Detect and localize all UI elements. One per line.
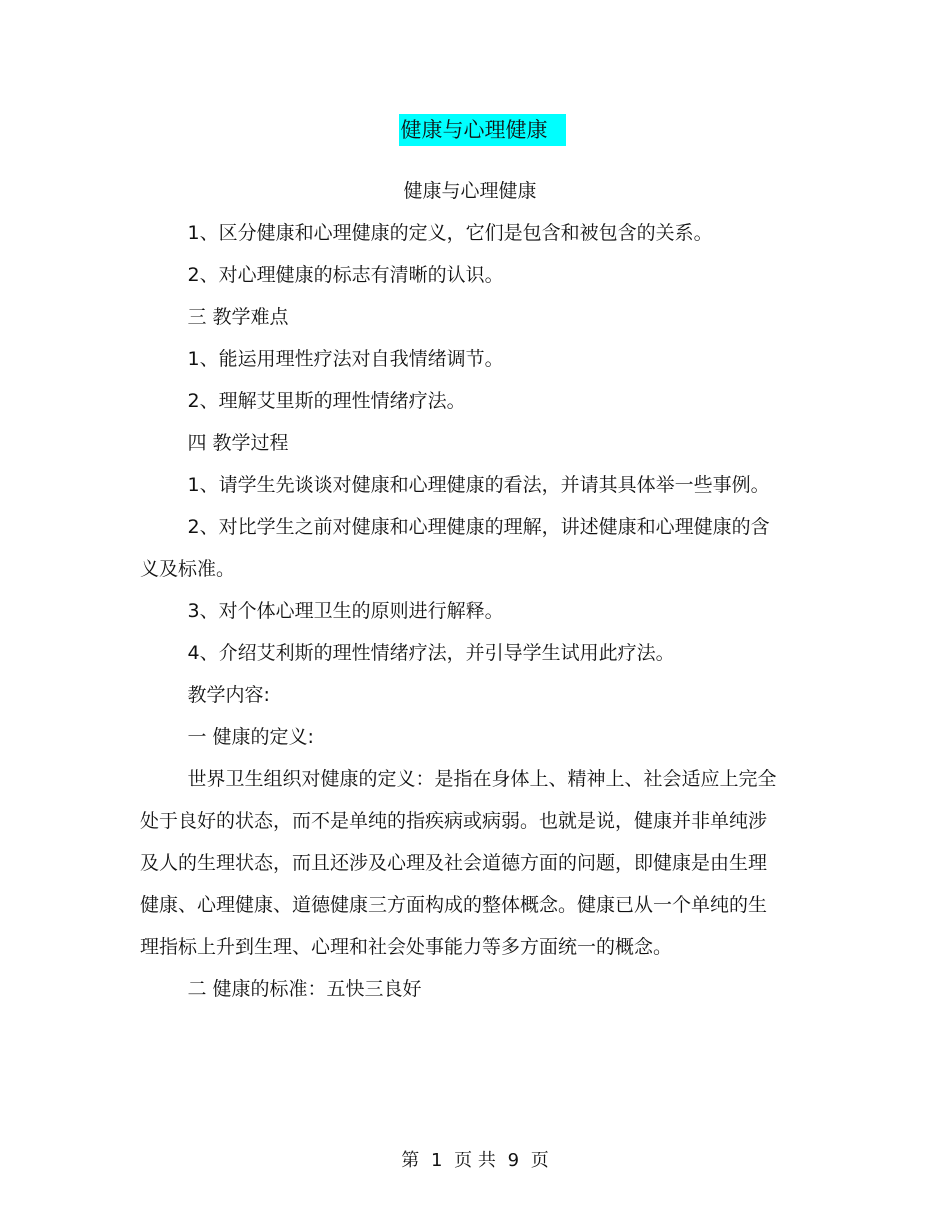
paragraph: 1、能运用理性疗法对自我情绪调节。 [187, 348, 504, 370]
page-footer [0, 1146, 950, 1176]
paragraph: 2、对心理健康的标志有清晰的认识。 [187, 264, 504, 286]
footer-prefix: 第 [401, 1150, 420, 1171]
paragraph: 1、请学生先谈谈对健康和心理健康的看法，并请其具体举一些事例。 [187, 474, 770, 496]
footer-suffix: 页 [530, 1150, 549, 1171]
document-title [0, 114, 950, 146]
section-heading: 四 教学过程 [187, 432, 289, 454]
paragraph: 1、区分健康和心理健康的定义，它们是包含和被包含的关系。 [187, 222, 713, 244]
footer-current-page: 1 [430, 1150, 443, 1171]
paragraph: 3、对个体心理卫生的原则进行解释。 [187, 600, 504, 622]
document-body [140, 170, 780, 1010]
footer-middle: 页 共 [454, 1150, 496, 1171]
paragraph: 2、理解艾里斯的理性情绪疗法。 [187, 390, 466, 412]
section-heading: 二 健康的标准：五快三良好 [187, 978, 422, 1000]
paragraph: 教学内容: [187, 684, 270, 706]
paragraph: 世界卫生组织对健康的定义：是指在身体上、精神上、社会适应上完全处于良好的状态，而不是单纯的指疾病或病弱。也就是说，健康并非单纯涉及人的生理状态，而且还涉及心理及社会道德方面的问题，即健康是由生理健康、心理健康、道德健康三方面构成的整体概念。健康已从一个单纯的生理指标上升到生理、心理和社会处事能力等多方面统一的概念。 [140, 768, 777, 958]
section-heading: 三 教学难点 [187, 306, 289, 328]
section-heading: 一 健康的定义: [187, 726, 314, 748]
title-highlight: 健康与心理健康 [399, 114, 566, 146]
footer-total-pages: 9 [507, 1150, 520, 1171]
paragraph: 2、对比学生之前对健康和心理健康的理解，讲述健康和心理健康的含义及标准。 [140, 516, 770, 580]
subtitle: 健康与心理健康 [403, 180, 537, 202]
paragraph: 4、介绍艾利斯的理性情绪疗法，并引导学生试用此疗法。 [187, 642, 675, 664]
